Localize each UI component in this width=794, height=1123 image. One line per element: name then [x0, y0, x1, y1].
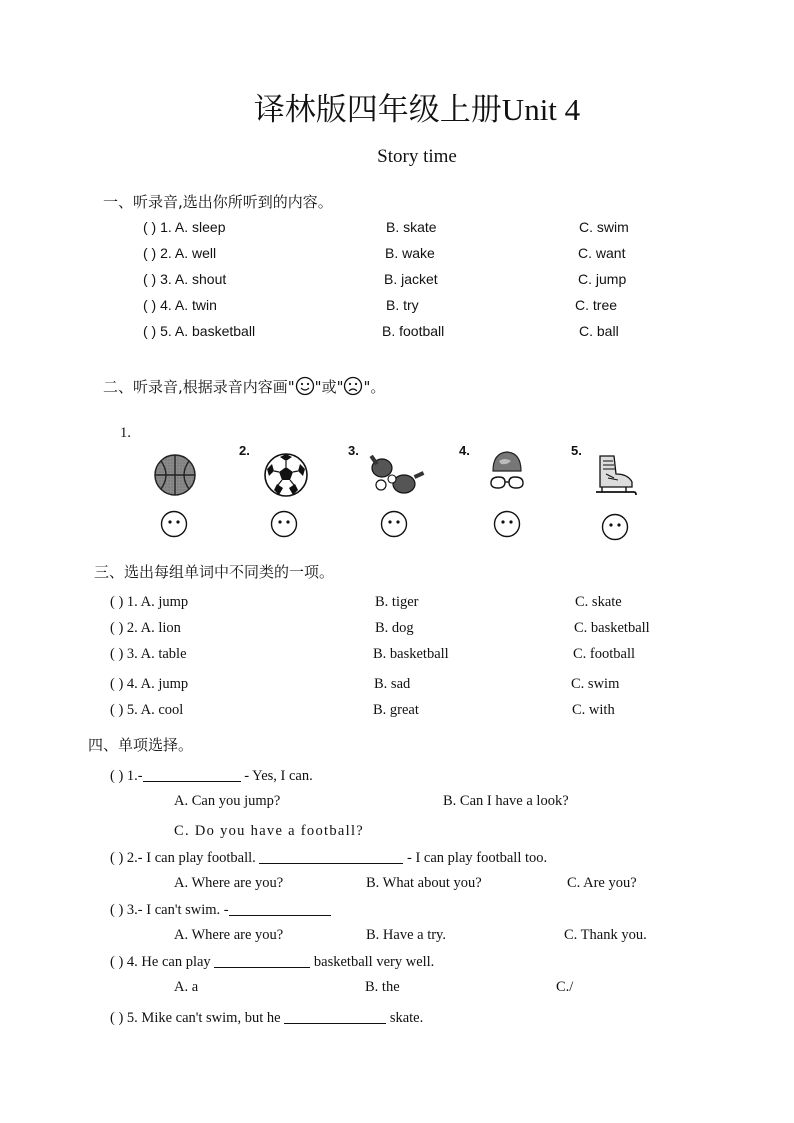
- page-title: 译林版四年级上册Unit 4: [253, 92, 581, 127]
- response-face-1[interactable]: [160, 510, 188, 538]
- s4-q3-c: C. Thank you.: [564, 927, 647, 943]
- s1-q2-c: C. want: [578, 245, 626, 261]
- s1-q1: ( ) 1. A. sleep: [143, 219, 226, 235]
- s4-q1: ( ) 1.- - Yes, I can.: [110, 768, 313, 784]
- section-2-heading: 二、听录音,根据录音内容画" "或" "。: [103, 378, 386, 396]
- s4-q4: ( ) 4. He can play basketball very well.: [110, 954, 435, 970]
- s3-q4-c: C. swim: [571, 676, 620, 692]
- table-tennis-icon: [369, 455, 425, 495]
- s1-q1-b: B. skate: [386, 219, 437, 235]
- s4-q2-a: A. Where are you?: [174, 875, 284, 891]
- s4-q2-b: B. What about you?: [366, 875, 482, 891]
- s1-q4-b: B. try: [386, 297, 419, 313]
- s1-q3: ( ) 3. A. shout: [143, 271, 227, 287]
- sad-face-icon: [343, 376, 363, 396]
- s4-q4-c: C./: [556, 979, 574, 995]
- s4-q3: ( ) 3.- I can't swim. -: [110, 901, 331, 919]
- response-face-3[interactable]: [380, 510, 408, 538]
- s1-q1-c: C. swim: [579, 219, 629, 235]
- s3-q1-b: B. tiger: [375, 594, 419, 610]
- s4-q3-a: A. Where are you?: [174, 927, 284, 943]
- s3-q5: ( ) 5. A. cool: [110, 702, 184, 718]
- s1-q2: ( ) 2. A. well: [143, 245, 217, 261]
- picture-number-4: 4.: [459, 443, 470, 458]
- s3-q2-c: C. basketball: [574, 620, 650, 636]
- picture-number-5: 5.: [571, 443, 582, 458]
- s4-q5: ( ) 5. Mike can't swim, but he skate.: [110, 1010, 424, 1026]
- s1-q5-c: C. ball: [579, 323, 619, 339]
- s4-q1-a: A. Can you jump?: [174, 793, 281, 809]
- picture-number-2: 2.: [239, 443, 250, 458]
- answer-blank-2[interactable]: [259, 849, 403, 864]
- s4-q3-b: B. Have a try.: [366, 927, 446, 943]
- page-subtitle: Story time: [377, 146, 457, 167]
- s3-q1-c: C. skate: [575, 594, 622, 610]
- basketball-icon: [153, 453, 197, 497]
- s3-q3-b: B. basketball: [373, 646, 449, 662]
- football-icon: [263, 452, 309, 498]
- s4-q1-b: B. Can I have a look?: [443, 793, 569, 809]
- s1-q2-b: B. wake: [385, 245, 435, 261]
- section-4-heading: 四、单项选择。: [88, 736, 194, 754]
- s3-q3-c: C. football: [573, 646, 636, 662]
- s1-q3-c: C. jump: [578, 271, 627, 287]
- s3-q1: ( ) 1. A. jump: [110, 594, 189, 610]
- answer-blank-4[interactable]: [214, 953, 310, 968]
- s3-q2: ( ) 2. A. lion: [110, 620, 181, 636]
- answer-blank-3[interactable]: [229, 901, 331, 916]
- s1-q3-b: B. jacket: [384, 271, 438, 287]
- section-3-heading: 三、选出每组单词中不同类的一项。: [94, 563, 335, 581]
- response-face-5[interactable]: [601, 513, 629, 541]
- s1-q5-b: B. football: [382, 323, 445, 339]
- s1-q4: ( ) 4. A. twin: [143, 297, 217, 313]
- s3-q3: ( ) 3. A. table: [110, 646, 187, 662]
- response-face-4[interactable]: [493, 510, 521, 538]
- picture-number-3: 3.: [348, 443, 359, 458]
- s3-q4-b: B. sad: [374, 676, 411, 692]
- swim-cap-goggles-icon: [487, 447, 527, 499]
- response-face-2[interactable]: [270, 510, 298, 538]
- s4-q1-c: C. Do you have a football?: [174, 823, 365, 839]
- section-1-heading: 一、听录音,选出你所听到的内容。: [103, 193, 333, 211]
- s4-q4-a: A. a: [174, 979, 199, 995]
- s4-q2: ( ) 2.- I can play football. - I can play football too.: [110, 850, 548, 866]
- ice-skate-icon: [594, 452, 638, 500]
- answer-blank-1[interactable]: [143, 767, 241, 782]
- s4-q2-c: C. Are you?: [567, 875, 637, 891]
- s1-q4-c: C. tree: [575, 297, 618, 313]
- smiley-icon: [295, 376, 315, 396]
- s3-q5-b: B. great: [373, 702, 419, 718]
- s3-q4: ( ) 4. A. jump: [110, 676, 189, 692]
- answer-blank-5[interactable]: [284, 1009, 386, 1024]
- s1-q5: ( ) 5. A. basketball: [143, 323, 256, 339]
- picture-number-1: 1.: [120, 425, 131, 441]
- s3-q5-c: C. with: [572, 702, 615, 718]
- s4-q4-b: B. the: [365, 979, 400, 995]
- s3-q2-b: B. dog: [375, 620, 414, 636]
